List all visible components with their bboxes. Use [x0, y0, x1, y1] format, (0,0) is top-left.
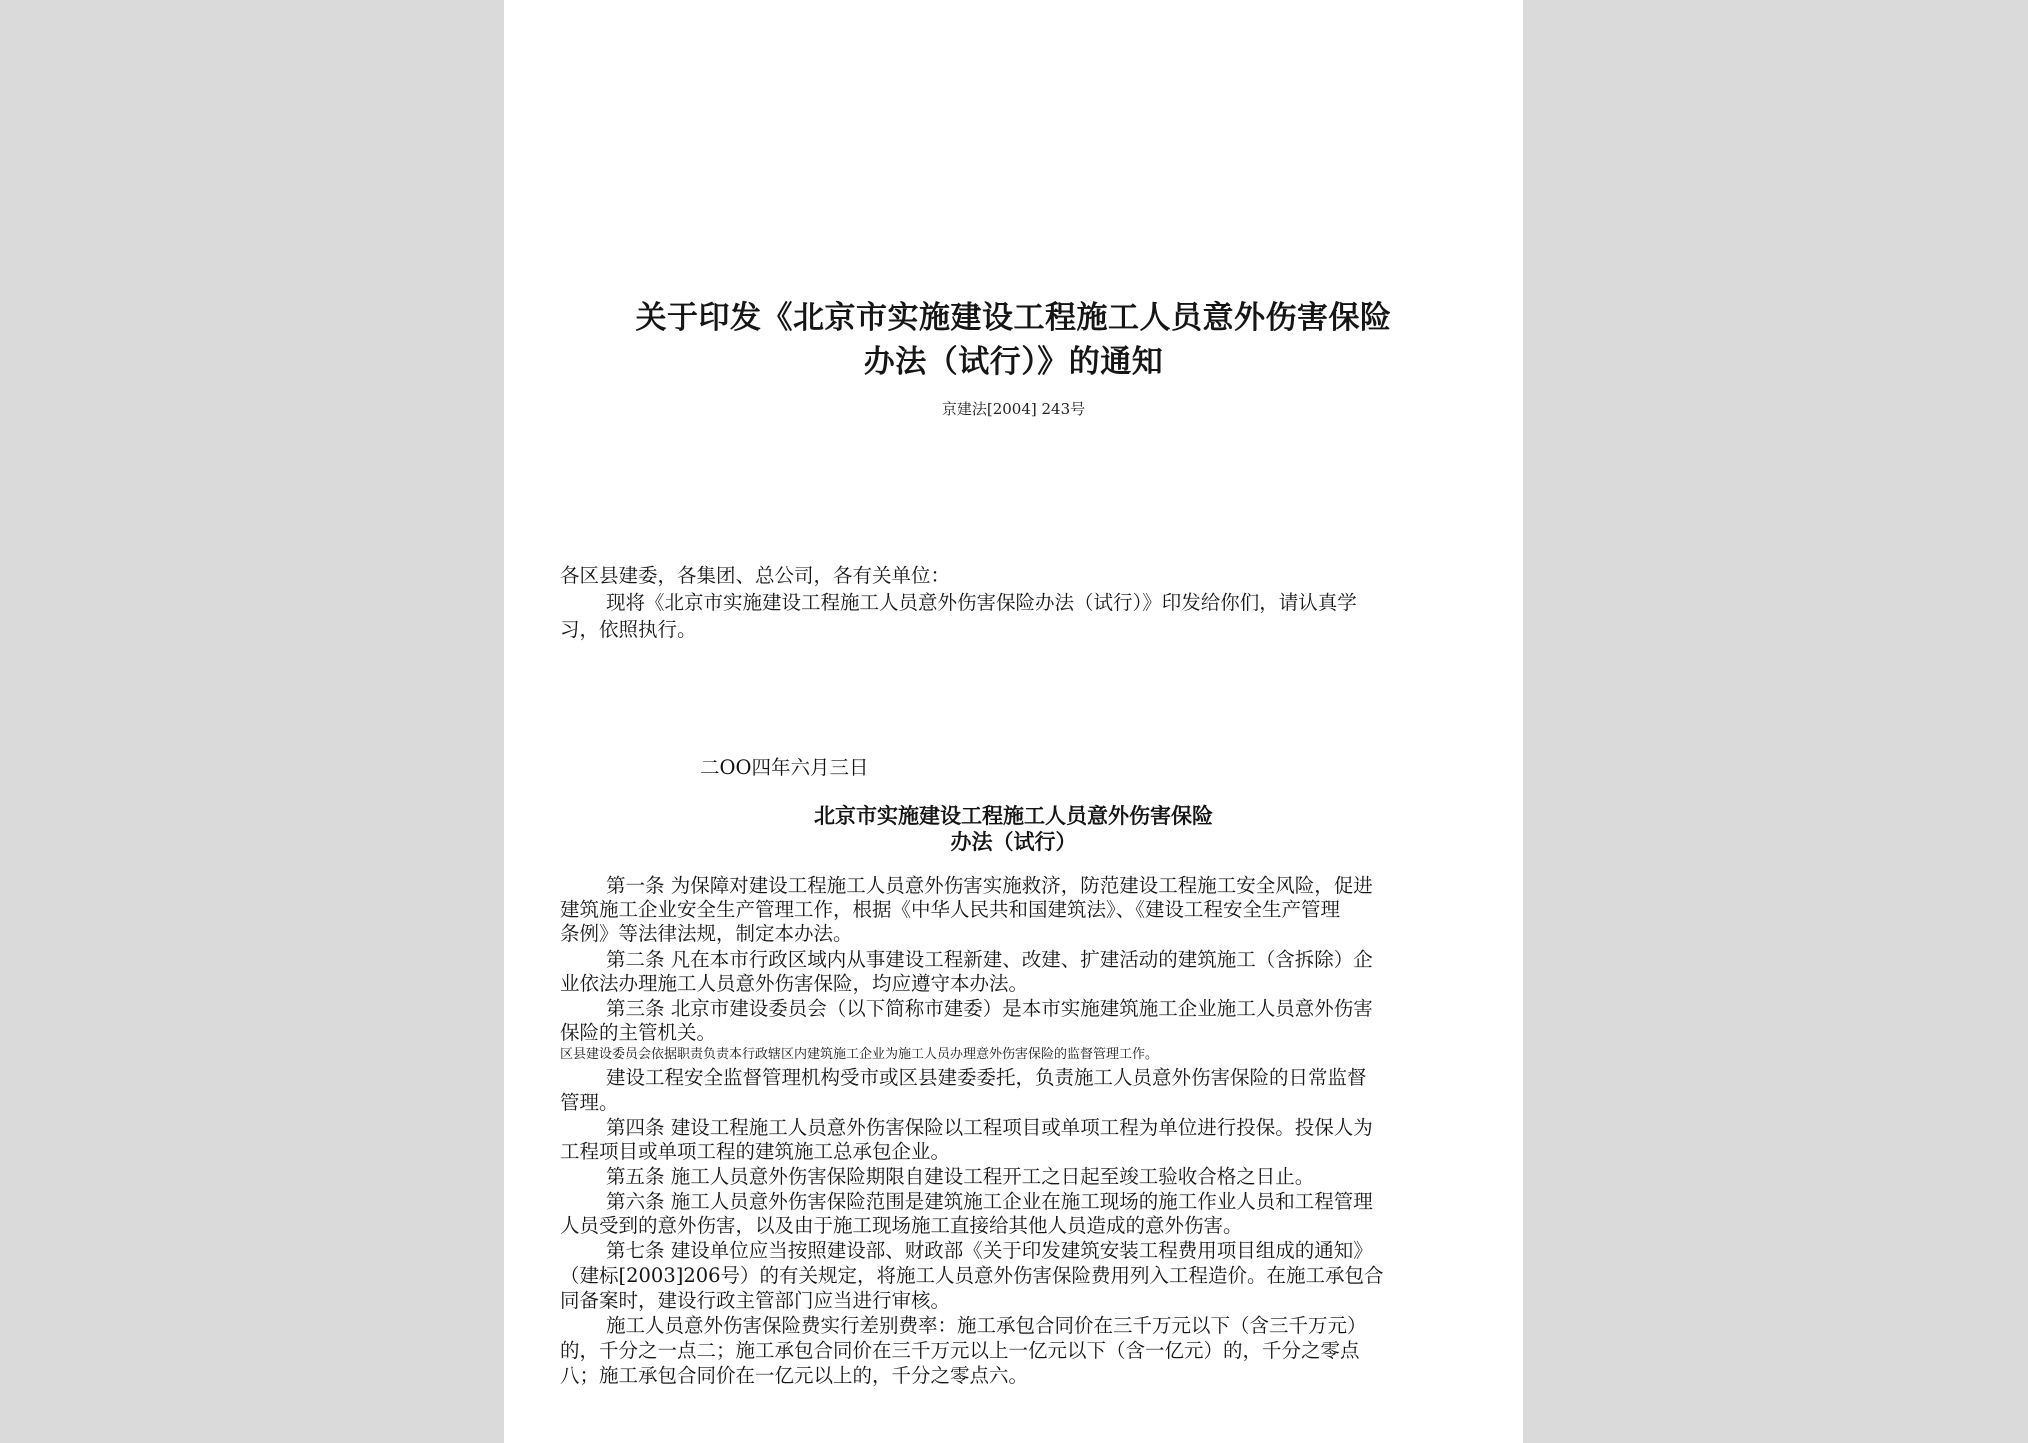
- body-line: 第二条 凡在本市行政区域内从事建设工程新建、改建、扩建活动的建筑施工（含拆除）企: [606, 948, 1373, 971]
- body-line: 同备案时，建设行政主管部门应当进行审核。: [560, 1289, 951, 1312]
- body-line: 保险的主管机关。: [560, 1021, 717, 1044]
- body-line: 条例》等法律法规，制定本办法。: [560, 922, 853, 945]
- document-number: 京建法[2004] 243号: [941, 400, 1086, 418]
- body-line: 人员受到的意外伤害，以及由于施工现场施工直接给其他人员造成的意外伤害。: [560, 1214, 1243, 1237]
- body-line: 第四条 建设工程施工人员意外伤害保险以工程项目或单项工程为单位进行投保。投保人为: [606, 1116, 1373, 1139]
- body-line: 施工人员意外伤害保险费实行差别费率：施工承包合同价在三千万元以下（含三千万元）: [606, 1314, 1367, 1337]
- body-line: 第七条 建设单位应当按照建设部、财政部《关于印发建筑安装工程费用项目组成的通知》: [606, 1239, 1373, 1262]
- body-line: 业依法办理施工人员意外伤害保险，均应遵守本办法。: [560, 972, 1029, 995]
- intro-line-1: 现将《北京市实施建设工程施工人员意外伤害保险办法（试行）》印发给你们，请认真学: [606, 591, 1357, 614]
- body-line: 建设工程安全监督管理机构受市或区县建委委托，负责施工人员意外伤害保险的日常监督: [606, 1066, 1367, 1089]
- body-line: 第一条 为保障对建设工程施工人员意外伤害实施救济，防范建设工程施工安全风险，促进: [606, 874, 1373, 897]
- body-line: 建筑施工企业安全生产管理工作，根据《中华人民共和国建筑法》、《建设工程安全生产管理: [560, 898, 1341, 921]
- body-line: 第六条 施工人员意外伤害保险范围是建筑施工企业在施工现场的施工作业人员和工程管理: [606, 1190, 1373, 1213]
- issue-date: 二OO四年六月三日: [700, 756, 869, 779]
- document-title-line-1: 关于印发《北京市实施建设工程施工人员意外伤害保险: [635, 300, 1392, 336]
- salutation: 各区县建委，各集团、总公司，各有关单位：: [560, 564, 951, 587]
- body-line: 八；施工承包合同价在一亿元以上的，千分之零点六。: [560, 1364, 1029, 1387]
- body-line: 的，千分之一点二；施工承包合同价在三千万元以上一亿元以下（含一亿元）的，千分之零点: [560, 1339, 1360, 1362]
- body-line: 管理。: [560, 1091, 619, 1114]
- body-line-small: 区县建设委员会依据职责负责本行政辖区内建筑施工企业为施工人员办理意外伤害保险的监督管理工作。: [560, 1047, 1159, 1062]
- document-page: [504, 0, 1523, 1443]
- body-line: 第三条 北京市建设委员会（以下简称市建委）是本市实施建筑施工企业施工人员意外伤害: [606, 997, 1373, 1020]
- body-line: （建标[2003]206号）的有关规定，将施工人员意外伤害保险费用列入工程造价。在施工承包合: [560, 1264, 1384, 1287]
- intro-line-2: 习，依照执行。: [560, 618, 697, 641]
- sub-title-line-1: 北京市实施建设工程施工人员意外伤害保险: [814, 804, 1213, 828]
- body-line: 第五条 施工人员意外伤害保险期限自建设工程开工之日起至竣工验收合格之日止。: [606, 1165, 1315, 1188]
- document-title-line-2: 办法（试行）》的通知: [863, 344, 1164, 380]
- body-line: 工程项目或单项工程的建筑施工总承包企业。: [560, 1140, 951, 1163]
- sub-title-line-2: 办法（试行）: [950, 830, 1077, 854]
